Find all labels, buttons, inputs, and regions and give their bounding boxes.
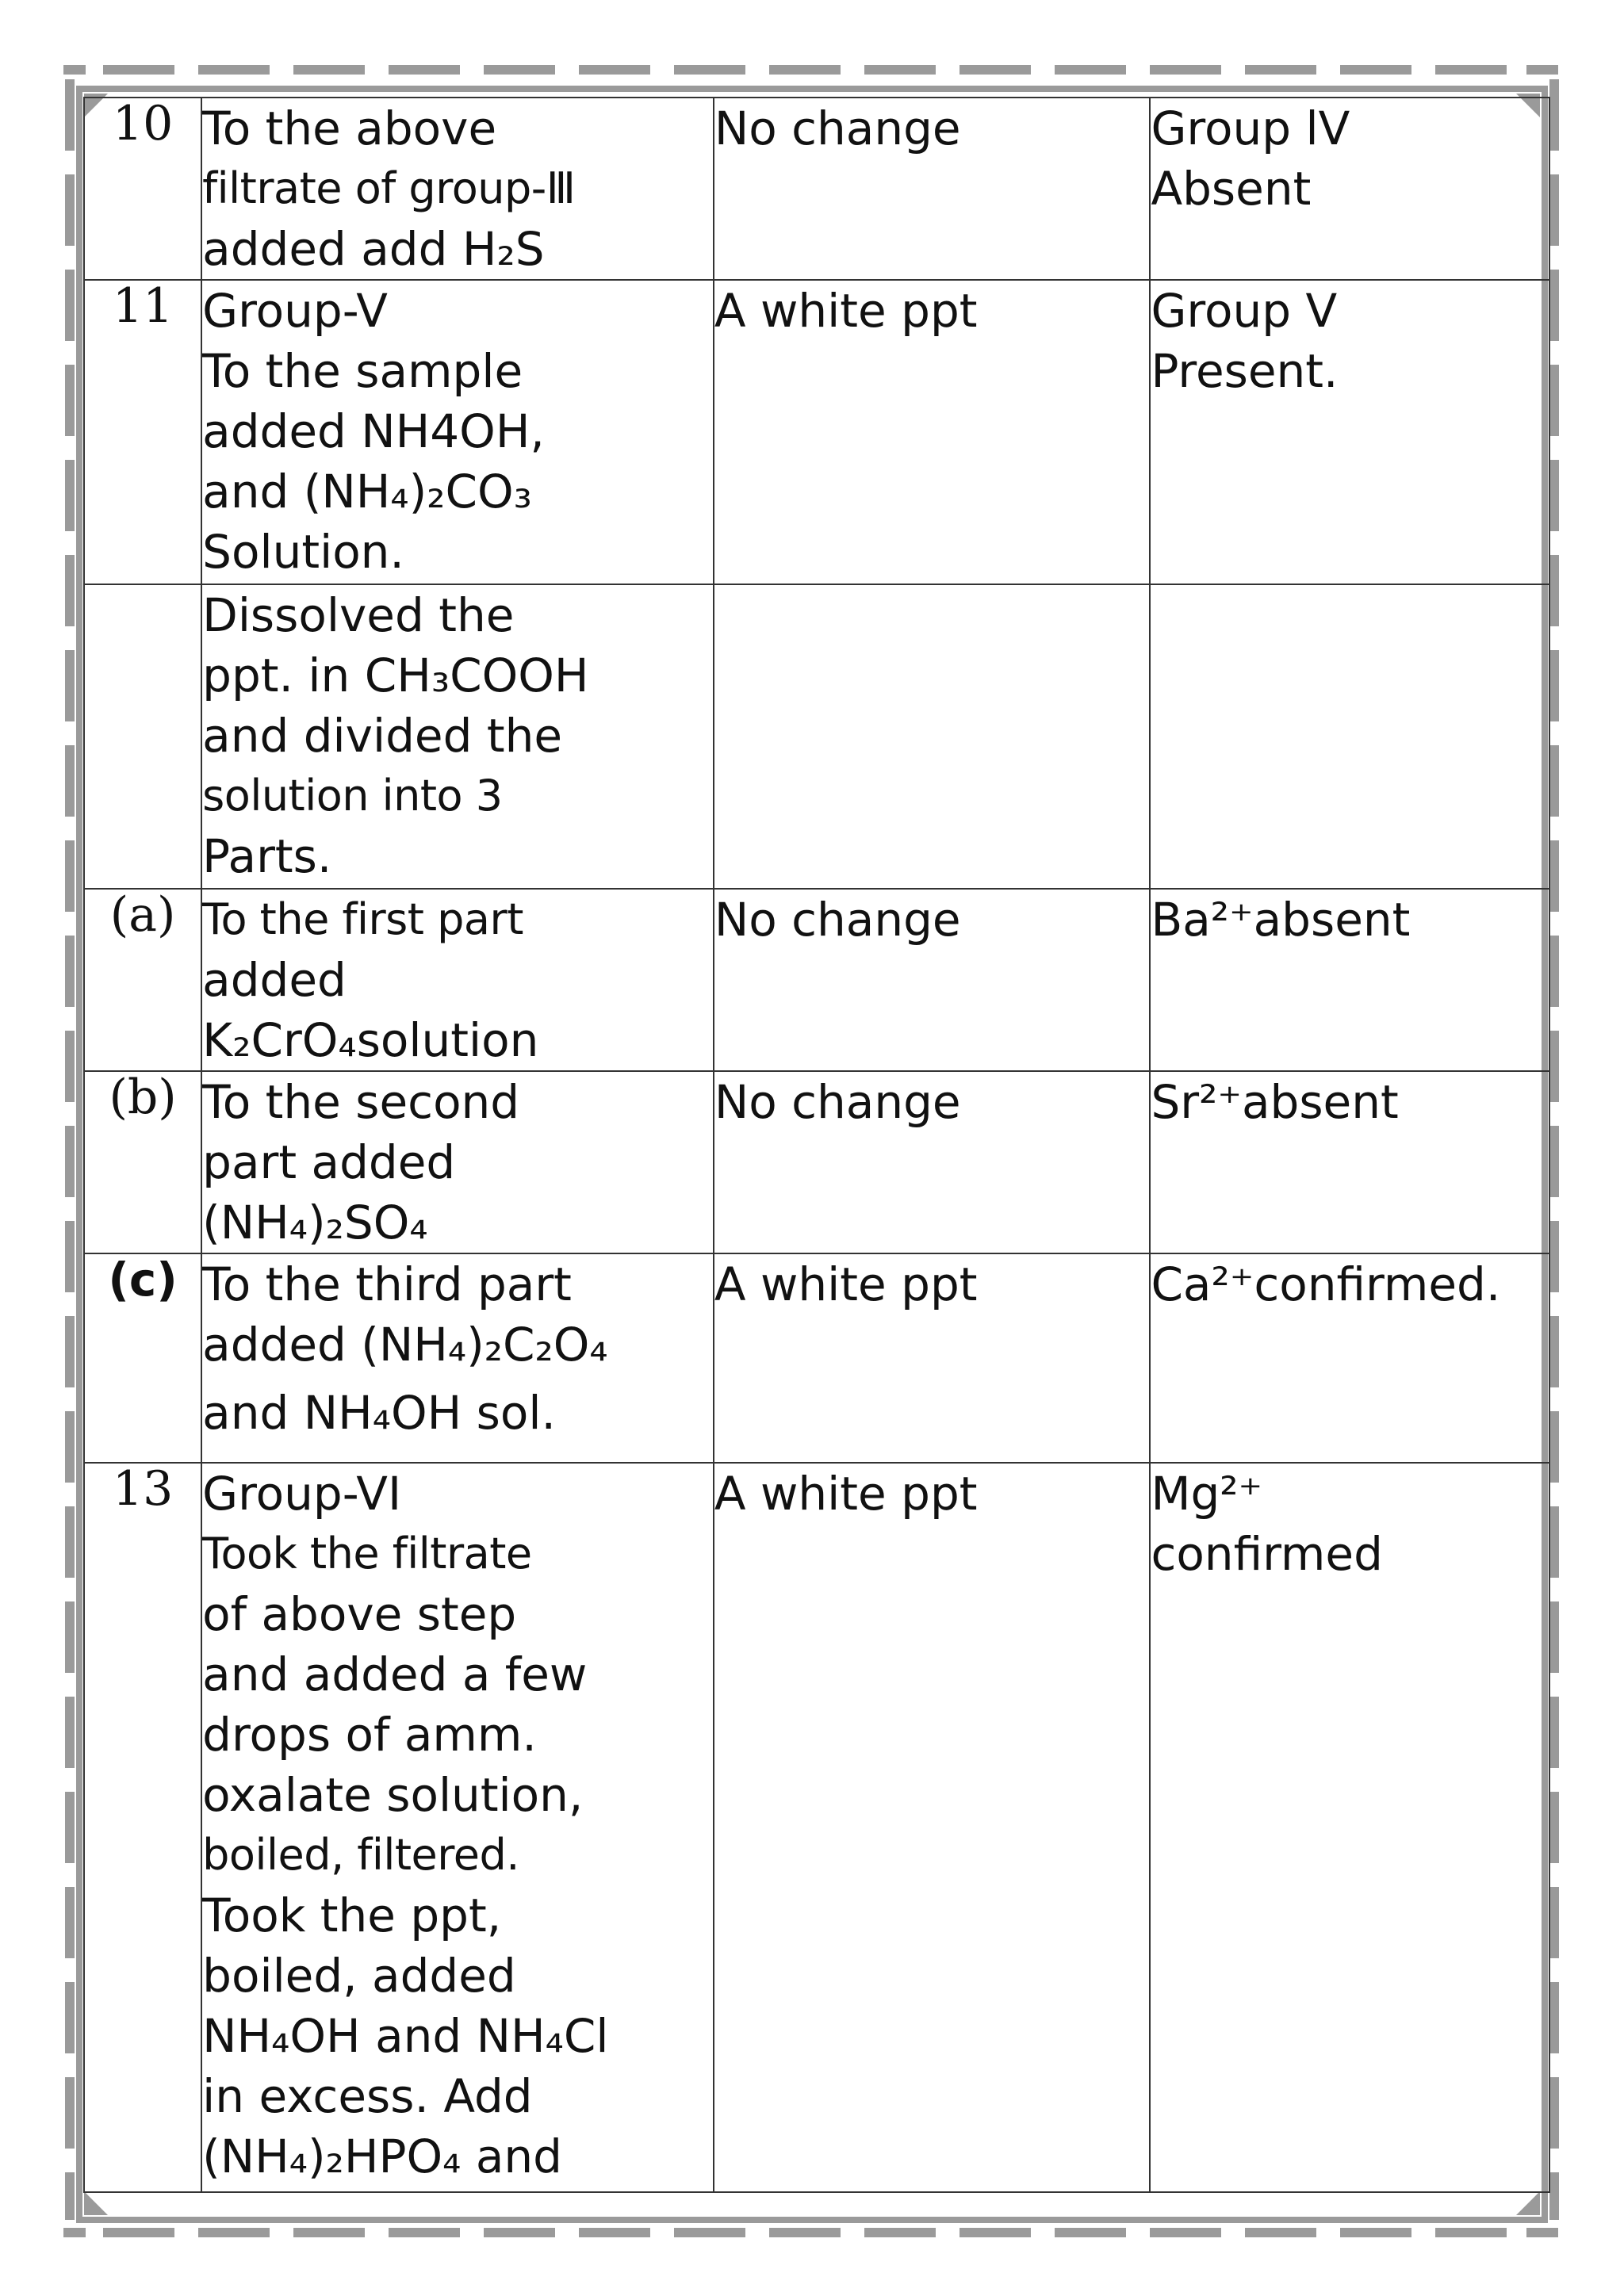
experiment-cell: Group-V To the sample added NH4OH, and (NH₄)₂CO₃ Solution. [201,280,714,584]
serial-number: (b) [84,1071,201,1253]
serial-number: (c) [84,1253,201,1463]
table-row [84,889,1549,1071]
inference-cell: Mg²⁺ confirmed [1150,1463,1549,2192]
experiment-cell: Group-VI Took the filtrate of above step and added a few drops of amm. oxalate solution, boiled, filtered. Took the ppt, boiled, added NH₄OH and NH₄Cl in excess. Add (NH₄)₂HPO₄ and [201,1463,714,2192]
observation-cell: A white ppt [714,280,1151,584]
inference-cell [1150,584,1549,889]
salt-analysis-table [83,97,1550,2193]
table-row [84,98,1549,280]
serial-number: 13 [84,1463,201,2192]
inference-cell: Group V Present. [1150,280,1549,584]
serial-number: 11 [84,280,201,584]
serial-number [84,584,201,889]
table-row [84,1253,1549,1463]
inference-cell: Group lV Absent [1150,98,1549,280]
serial-number: (a) [84,889,201,1071]
observation-cell [714,584,1151,889]
table-row [84,280,1549,584]
experiment-cell: To the first part added K₂CrO₄solution [201,889,714,1071]
table-row [84,584,1549,889]
serial-number: 10 [84,98,201,280]
observation-cell: No change [714,1071,1151,1253]
table-row [84,1463,1549,2192]
inference-cell: Ba²⁺absent [1150,889,1549,1071]
experiment-cell: To the third part added (NH₄)₂C₂O₄ and NH₄OH sol. [201,1253,714,1463]
observation-cell: A white ppt [714,1463,1151,2192]
observation-cell: No change [714,98,1151,280]
inference-cell: Ca²⁺confirmed. [1150,1253,1549,1463]
experiment-cell: To the second part added (NH₄)₂SO₄ [201,1071,714,1253]
experiment-cell: To the above filtrate of group-Ⅲ added add H₂S [201,98,714,280]
table-row [84,1071,1549,1253]
observation-cell: No change [714,889,1151,1071]
experiment-cell: Dissolved the ppt. in CH₃COOH and divided the solution into 3 Parts. [201,584,714,889]
observation-cell: A white ppt [714,1253,1151,1463]
inference-cell: Sr²⁺absent [1150,1071,1549,1253]
